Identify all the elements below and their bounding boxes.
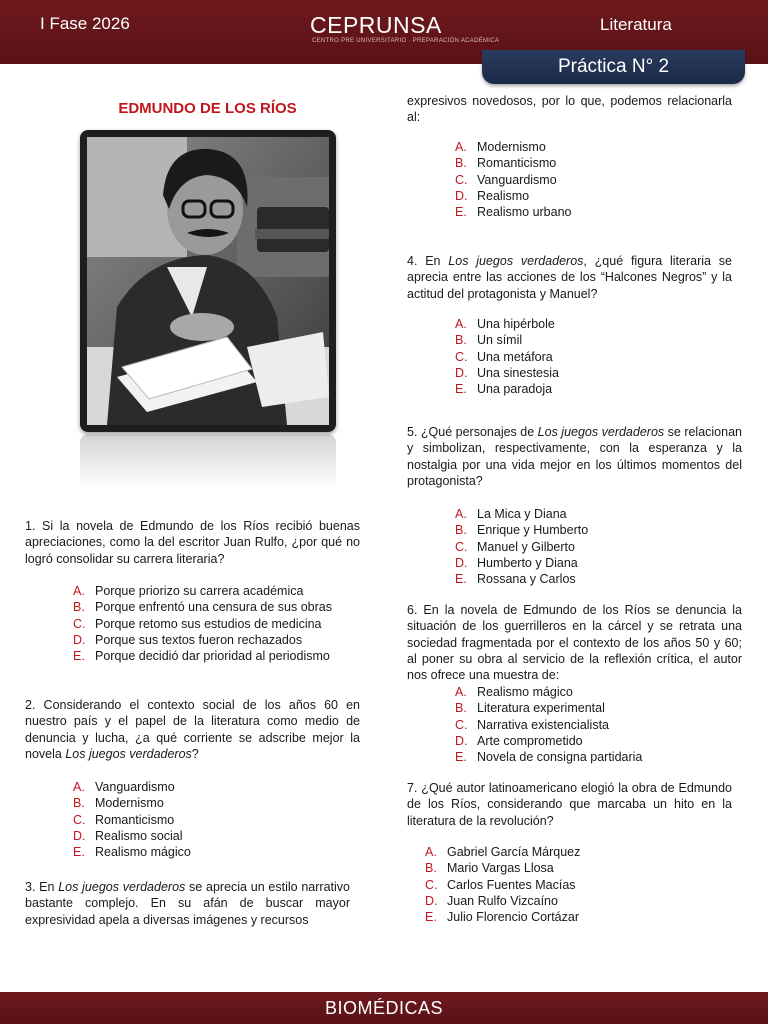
question-1-option-e[interactable]: E. Porque decidió dar prioridad al periodismo <box>73 649 330 664</box>
question-5: 5. ¿Qué personajes de Los juegos verdaderos se relacionan y simbolizan, respectivamente, con la esperanza y la nostalgia por una vida mejor en los últimos momentos del protagonista? <box>407 425 742 488</box>
question-3-option-e[interactable]: E. Realismo urbano <box>455 205 572 220</box>
question-3-option-d[interactable]: D. Realismo <box>455 188 530 203</box>
question-6-option-c[interactable]: C. Narrativa existencialista <box>455 717 609 732</box>
question-1-option-b[interactable]: B. Porque enfrentó una censura de sus obras <box>73 600 332 615</box>
footer-bar: BIOMÉDICAS <box>0 992 768 1024</box>
question-4-option-c[interactable]: C. Una metáfora <box>455 349 553 364</box>
question-4-option-e[interactable]: E. Una paradoja <box>455 382 553 397</box>
question-6-option-b[interactable]: B. Literatura experimental <box>455 701 605 716</box>
question-1-options <box>73 583 332 664</box>
question-7-option-e[interactable]: E. Julio Florencio Cortázar <box>425 910 579 925</box>
question-3-continuation: expresivos novedosos, por lo que, podemos relacionarla al: <box>407 94 732 125</box>
question-7-option-d[interactable]: D. Juan Rulfo Vizcaíno <box>425 893 558 908</box>
question-5-options <box>455 506 588 587</box>
question-6: 6. En la novela de Edmundo de los Ríos se denuncia la situación de los guerrilleros en la cárcel y se retrata una sociedad fragmentada por el contexto de los años 50 y 60; al poner su obra al servicio de la reflexión crítica, el autor nos ofrece una muestra de: <box>407 603 742 683</box>
question-6-option-d[interactable]: D. Arte comprometido <box>455 733 583 748</box>
question-6-options <box>455 684 642 765</box>
author-title: EDMUNDO DE LOS RÍOS <box>118 100 297 117</box>
question-5-option-c[interactable]: C. Manuel y Gilberto <box>455 539 575 554</box>
ceprunsa-logo: CEPRUNSA <box>310 12 442 38</box>
question-4-option-d[interactable]: D. Una sinestesia <box>455 365 559 380</box>
question-3-option-c[interactable]: C. Vanguardismo <box>455 172 557 187</box>
author-photo <box>80 130 336 432</box>
question-2-option-b[interactable]: B. Modernismo <box>73 796 164 811</box>
question-4-option-b[interactable]: B. Un símil <box>455 333 523 348</box>
question-3: 3. En Los juegos verdaderos se aprecia un estilo narrativo bastante complejo. En su afán de buscar mayor expresividad apela a diversas imágenes y recursos <box>25 880 350 927</box>
subject-label: Literatura <box>600 15 672 34</box>
question-1-option-a[interactable]: A. Porque priorizo su carrera académica <box>73 584 304 598</box>
question-5-option-b[interactable]: B. Enrique y Humberto <box>455 523 589 538</box>
question-5-option-d[interactable]: D. Humberto y Diana <box>455 555 578 570</box>
question-3-option-b[interactable]: B. Romanticismo <box>455 156 557 171</box>
question-2-option-d[interactable]: D. Realismo social <box>73 828 183 843</box>
question-2-option-a[interactable]: A. Vanguardismo <box>73 780 175 794</box>
question-7-option-b[interactable]: B. Mario Vargas Llosa <box>425 861 554 876</box>
question-1: 1. Si la novela de Edmundo de los Ríos recibió buenas apreciaciones, como la del escritor Juan Rulfo, ¿por qué no logró consolidar su carrera literaria? <box>25 519 360 566</box>
question-2-options <box>73 779 191 860</box>
question-4-options <box>455 316 559 397</box>
question-5-option-e[interactable]: E. Rossana y Carlos <box>455 572 576 587</box>
phase-label: I Fase 2026 <box>40 14 130 33</box>
question-4: 4. En Los juegos verdaderos, ¿qué figura literaria se aprecia entre las acciones de los “Halcones Negros” y la actitud del protagonista y Manuel? <box>407 254 732 301</box>
question-3-option-a[interactable]: A. Modernismo <box>455 140 546 154</box>
question-2: 2. Considerando el contexto social de los años 60 en nuestro país y el papel de la literatura como medio de denuncia y lucha, ¿a qué corriente se adscribe mejor la novela Los juegos verdaderos? <box>25 698 360 761</box>
question-3-options <box>455 139 572 220</box>
question-4-option-a[interactable]: A. Una hipérbole <box>455 317 555 331</box>
question-2-option-c[interactable]: C. Romanticismo <box>73 812 175 827</box>
question-6-option-a[interactable]: A. Realismo mágico <box>455 685 573 699</box>
ceprunsa-logo-tagline: CENTRO PRE UNIVERSITARIO · PREPARACIÓN ACADÉMICA <box>312 38 500 44</box>
question-6-option-e[interactable]: E. Novela de consigna partidaria <box>455 750 643 765</box>
question-1-option-d[interactable]: D. Porque sus textos fueron rechazados <box>73 632 303 647</box>
question-7-option-a[interactable]: A. Gabriel García Márquez <box>425 845 581 859</box>
author-portrait-image <box>87 137 329 425</box>
question-7: 7. ¿Qué autor latinoamericano elogió la obra de Edmundo de los Ríos, considerando que marcaba un hito en la literatura de la revolución? <box>407 781 732 828</box>
question-7-options <box>425 844 580 925</box>
question-1-option-c[interactable]: C. Porque retomo sus estudios de medicina <box>73 616 322 631</box>
author-photo-reflection <box>80 434 336 489</box>
question-7-option-c[interactable]: C. Carlos Fuentes Macías <box>425 877 576 892</box>
question-5-option-a[interactable]: A. La Mica y Diana <box>455 507 567 521</box>
question-2-option-e[interactable]: E. Realismo mágico <box>73 845 191 860</box>
practice-number-tab: Práctica N° 2 <box>482 50 745 84</box>
